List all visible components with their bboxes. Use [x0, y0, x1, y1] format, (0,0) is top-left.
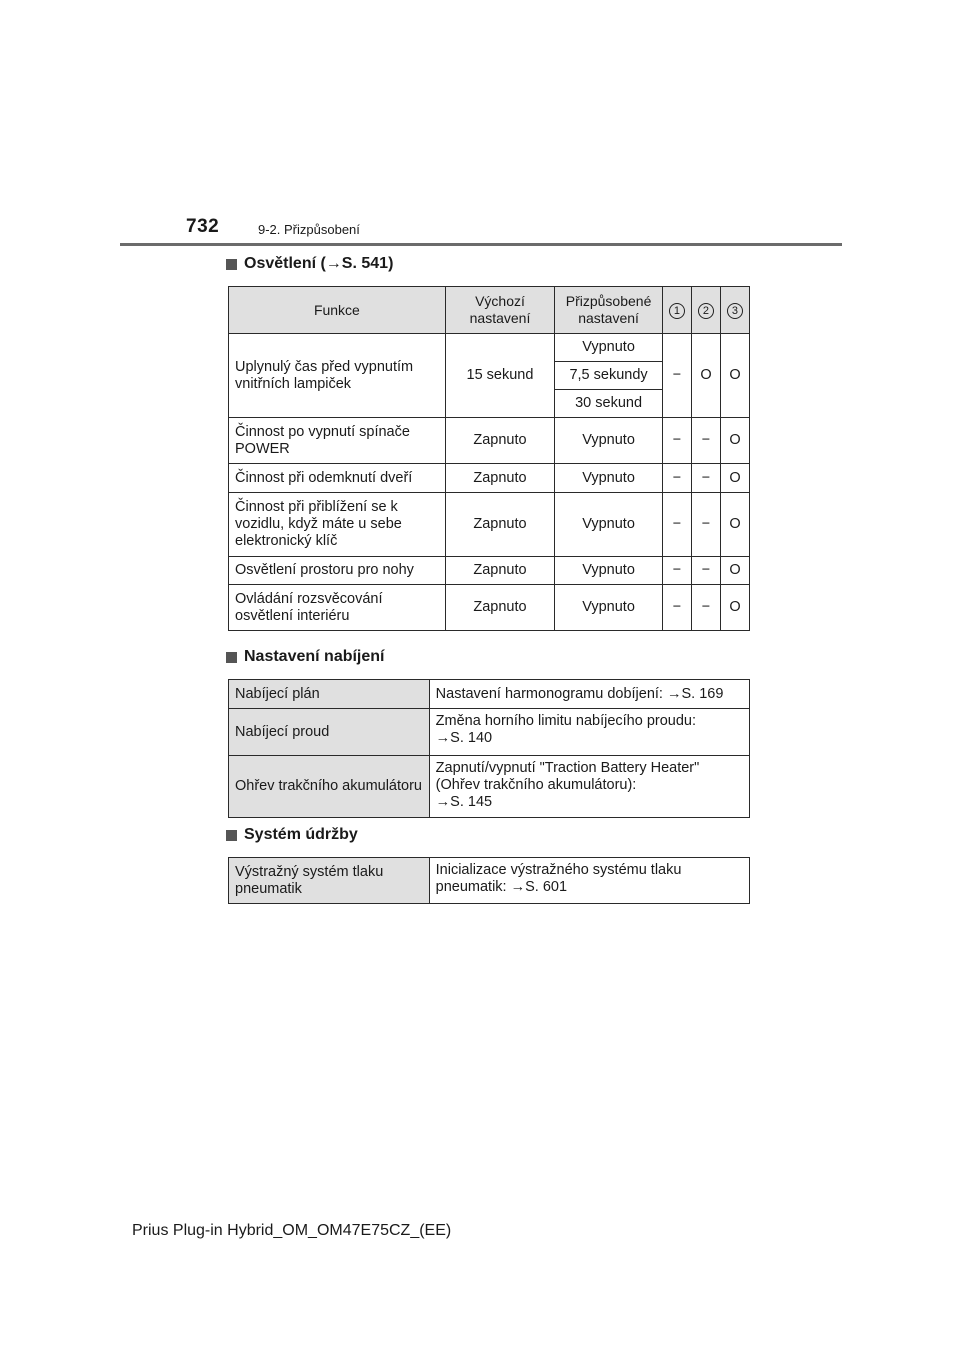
custom-cell: Vypnuto — [555, 557, 663, 585]
custom-cell: Vypnuto — [555, 464, 663, 493]
table-row — [229, 585, 750, 631]
col-2-cell: − — [691, 493, 720, 557]
square-bullet-icon — [226, 652, 237, 663]
lighting-heading — [226, 255, 393, 273]
section-path: 9-2. Přizpůsobení — [258, 222, 360, 237]
function-cell: Činnost při přiblížení se k vozidlu, když máte u sebe elektronický klíč — [229, 493, 446, 557]
default-cell: 15 sekund — [445, 334, 554, 418]
charging-heading-text: Nastavení nabíjení — [244, 648, 385, 665]
col-1-cell: − — [662, 585, 691, 631]
charging-heading — [226, 648, 385, 666]
col-1-cell: − — [662, 493, 691, 557]
label-cell: Nabíjecí proud — [229, 709, 430, 756]
value-line: →S. 140 — [435, 730, 493, 746]
col-3-cell: O — [720, 493, 749, 557]
table-row — [229, 709, 750, 756]
table-row — [229, 858, 750, 904]
value-line: Změna horního limitu nabíjecího proudu: — [435, 713, 697, 729]
value-cell: Nastavení harmonogramu dobíjení: →S. 169 — [429, 680, 749, 709]
maintenance-table — [228, 857, 750, 904]
circled-3-icon: 3 — [727, 303, 743, 319]
header-rule — [120, 243, 842, 246]
value-line: (Ohřev trakčního akumulátoru): — [435, 777, 637, 793]
function-cell: Uplynulý čas před vypnutím vnitřních lampiček — [229, 334, 446, 418]
col-2-cell: − — [691, 464, 720, 493]
col-3-cell: O — [720, 418, 749, 464]
function-cell: Osvětlení prostoru pro nohy — [229, 557, 446, 585]
header-function: Funkce — [229, 287, 446, 334]
page-number: 732 — [186, 216, 220, 237]
circled-2-icon: 2 — [698, 303, 714, 319]
circled-1-icon: 1 — [669, 303, 685, 319]
col-2-cell: − — [691, 557, 720, 585]
col-2-cell: − — [691, 418, 720, 464]
table-row — [229, 493, 750, 557]
table-row — [229, 334, 750, 362]
charging-table — [228, 679, 750, 818]
header-col-1 — [662, 287, 691, 334]
custom-cell: Vypnuto — [555, 334, 663, 362]
maintenance-heading — [226, 826, 358, 844]
custom-cell: 30 sekund — [555, 390, 663, 418]
custom-cell: Vypnuto — [555, 493, 663, 557]
col-1-cell: − — [662, 418, 691, 464]
custom-cell: Vypnuto — [555, 418, 663, 464]
header-col-3 — [720, 287, 749, 334]
lighting-table — [228, 286, 750, 631]
maintenance-heading-text: Systém údržby — [244, 826, 358, 843]
function-cell: Činnost při odemknutí dveří — [229, 464, 446, 493]
col-3-cell: O — [720, 557, 749, 585]
label-cell: Ohřev trakčního akumulátoru — [229, 756, 430, 818]
col-1-cell: − — [662, 464, 691, 493]
table-row — [229, 756, 750, 818]
label-cell: Výstražný systém tlaku pneumatik — [229, 858, 430, 904]
value-cell — [429, 756, 749, 818]
header-col-2 — [691, 287, 720, 334]
value-line: →S. 145 — [435, 794, 493, 810]
table-row — [229, 418, 750, 464]
col-2-cell: O — [691, 334, 720, 418]
table-row — [229, 464, 750, 493]
header-default: Výchozí nastavení — [445, 287, 554, 334]
col-3-cell: O — [720, 334, 749, 418]
default-cell: Zapnuto — [445, 557, 554, 585]
label-cell: Nabíjecí plán — [229, 680, 430, 709]
col-3-cell: O — [720, 585, 749, 631]
square-bullet-icon — [226, 830, 237, 841]
footer-document-id: Prius Plug-in Hybrid_OM_OM47E75CZ_(EE) — [132, 1222, 452, 1239]
default-cell: Zapnuto — [445, 464, 554, 493]
col-1-cell: − — [662, 557, 691, 585]
custom-cell: 7,5 sekundy — [555, 362, 663, 390]
default-cell: Zapnuto — [445, 493, 554, 557]
value-line: Zapnutí/vypnutí "Traction Battery Heater" — [435, 760, 700, 776]
col-1-cell: − — [662, 334, 691, 418]
function-cell: Činnost po vypnutí spínače POWER — [229, 418, 446, 464]
custom-cell: Vypnuto — [555, 585, 663, 631]
value-cell: Inicializace výstražného systému tlaku pneumatik: →S. 601 — [429, 858, 749, 904]
default-cell: Zapnuto — [445, 418, 554, 464]
lighting-heading-text: Osvětlení (→S. 541) — [244, 255, 394, 272]
default-cell: Zapnuto — [445, 585, 554, 631]
col-3-cell: O — [720, 464, 749, 493]
header-custom: Přizpůsobené nastavení — [555, 287, 663, 334]
function-cell: Ovládání rozsvěcování osvětlení interiéru — [229, 585, 446, 631]
col-2-cell: − — [691, 585, 720, 631]
table-row — [229, 557, 750, 585]
square-bullet-icon — [226, 259, 237, 270]
value-cell — [429, 709, 749, 756]
table-row — [229, 680, 750, 709]
table-header-row — [229, 287, 750, 334]
